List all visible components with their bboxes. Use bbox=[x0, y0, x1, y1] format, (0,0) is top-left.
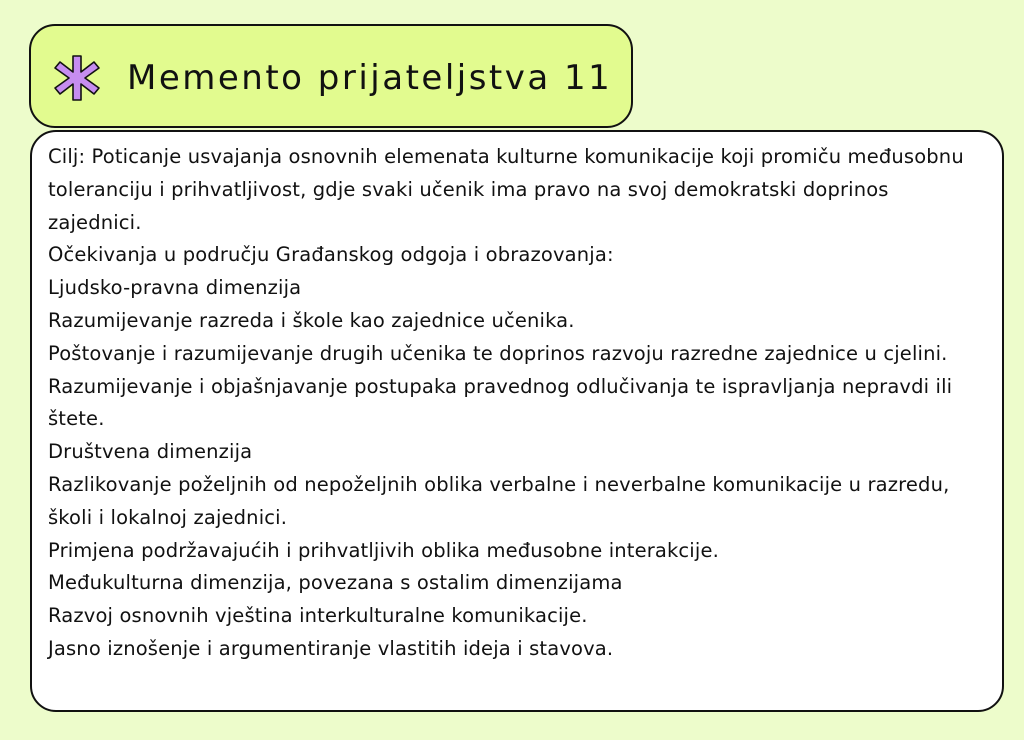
paragraph-goal: Cilj: Poticanje usvajanja osnovnih elemenata kulturne komunikacije koji promiču međusobnu toleranciju i prihvatljivost, gdje svaki učenik ima pravo na svoj demokratski doprinos zajednici. bbox=[48, 145, 964, 234]
page-title: Memento prijateljstva 11 bbox=[127, 58, 613, 98]
section-human-rights-dimension: Ljudsko-pravna dimenzija bbox=[48, 276, 302, 300]
section-social-dimension: Društvena dimenzija bbox=[48, 440, 253, 464]
section-intercultural-dimension: Međukulturna dimenzija, povezana s ostalim dimenzijama bbox=[48, 571, 623, 595]
content-panel bbox=[30, 130, 1004, 712]
list-item: Razumijevanje razreda i škole kao zajednice učenika. bbox=[48, 308, 575, 332]
title-banner bbox=[29, 24, 633, 128]
list-item: Jasno iznošenje i argumentiranje vlastitih ideja i stavova. bbox=[48, 636, 614, 660]
content-text bbox=[48, 141, 984, 666]
list-item: Razumijevanje i objašnjavanje postupaka pravednog odlučivanja te ispravljanja nepravdi ili štete. bbox=[48, 374, 953, 431]
list-item: Razlikovanje poželjnih od nepoželjnih oblika verbalne i neverbalne komunikacije u razredu, školi i lokalnoj zajednici. bbox=[48, 472, 950, 529]
list-item: Poštovanje i razumijevanje drugih učenika te doprinos razvoju razredne zajednice u cjelini. bbox=[48, 341, 948, 365]
list-item: Primjena podržavajućih i prihvatljivih oblika međusobne interakcije. bbox=[48, 538, 719, 562]
asterisk-star-icon bbox=[51, 52, 103, 104]
paragraph-expectations-heading: Očekivanja u području Građanskog odgoja i obrazovanja: bbox=[48, 243, 614, 267]
list-item: Razvoj osnovnih vještina interkulturalne komunikacije. bbox=[48, 604, 588, 628]
